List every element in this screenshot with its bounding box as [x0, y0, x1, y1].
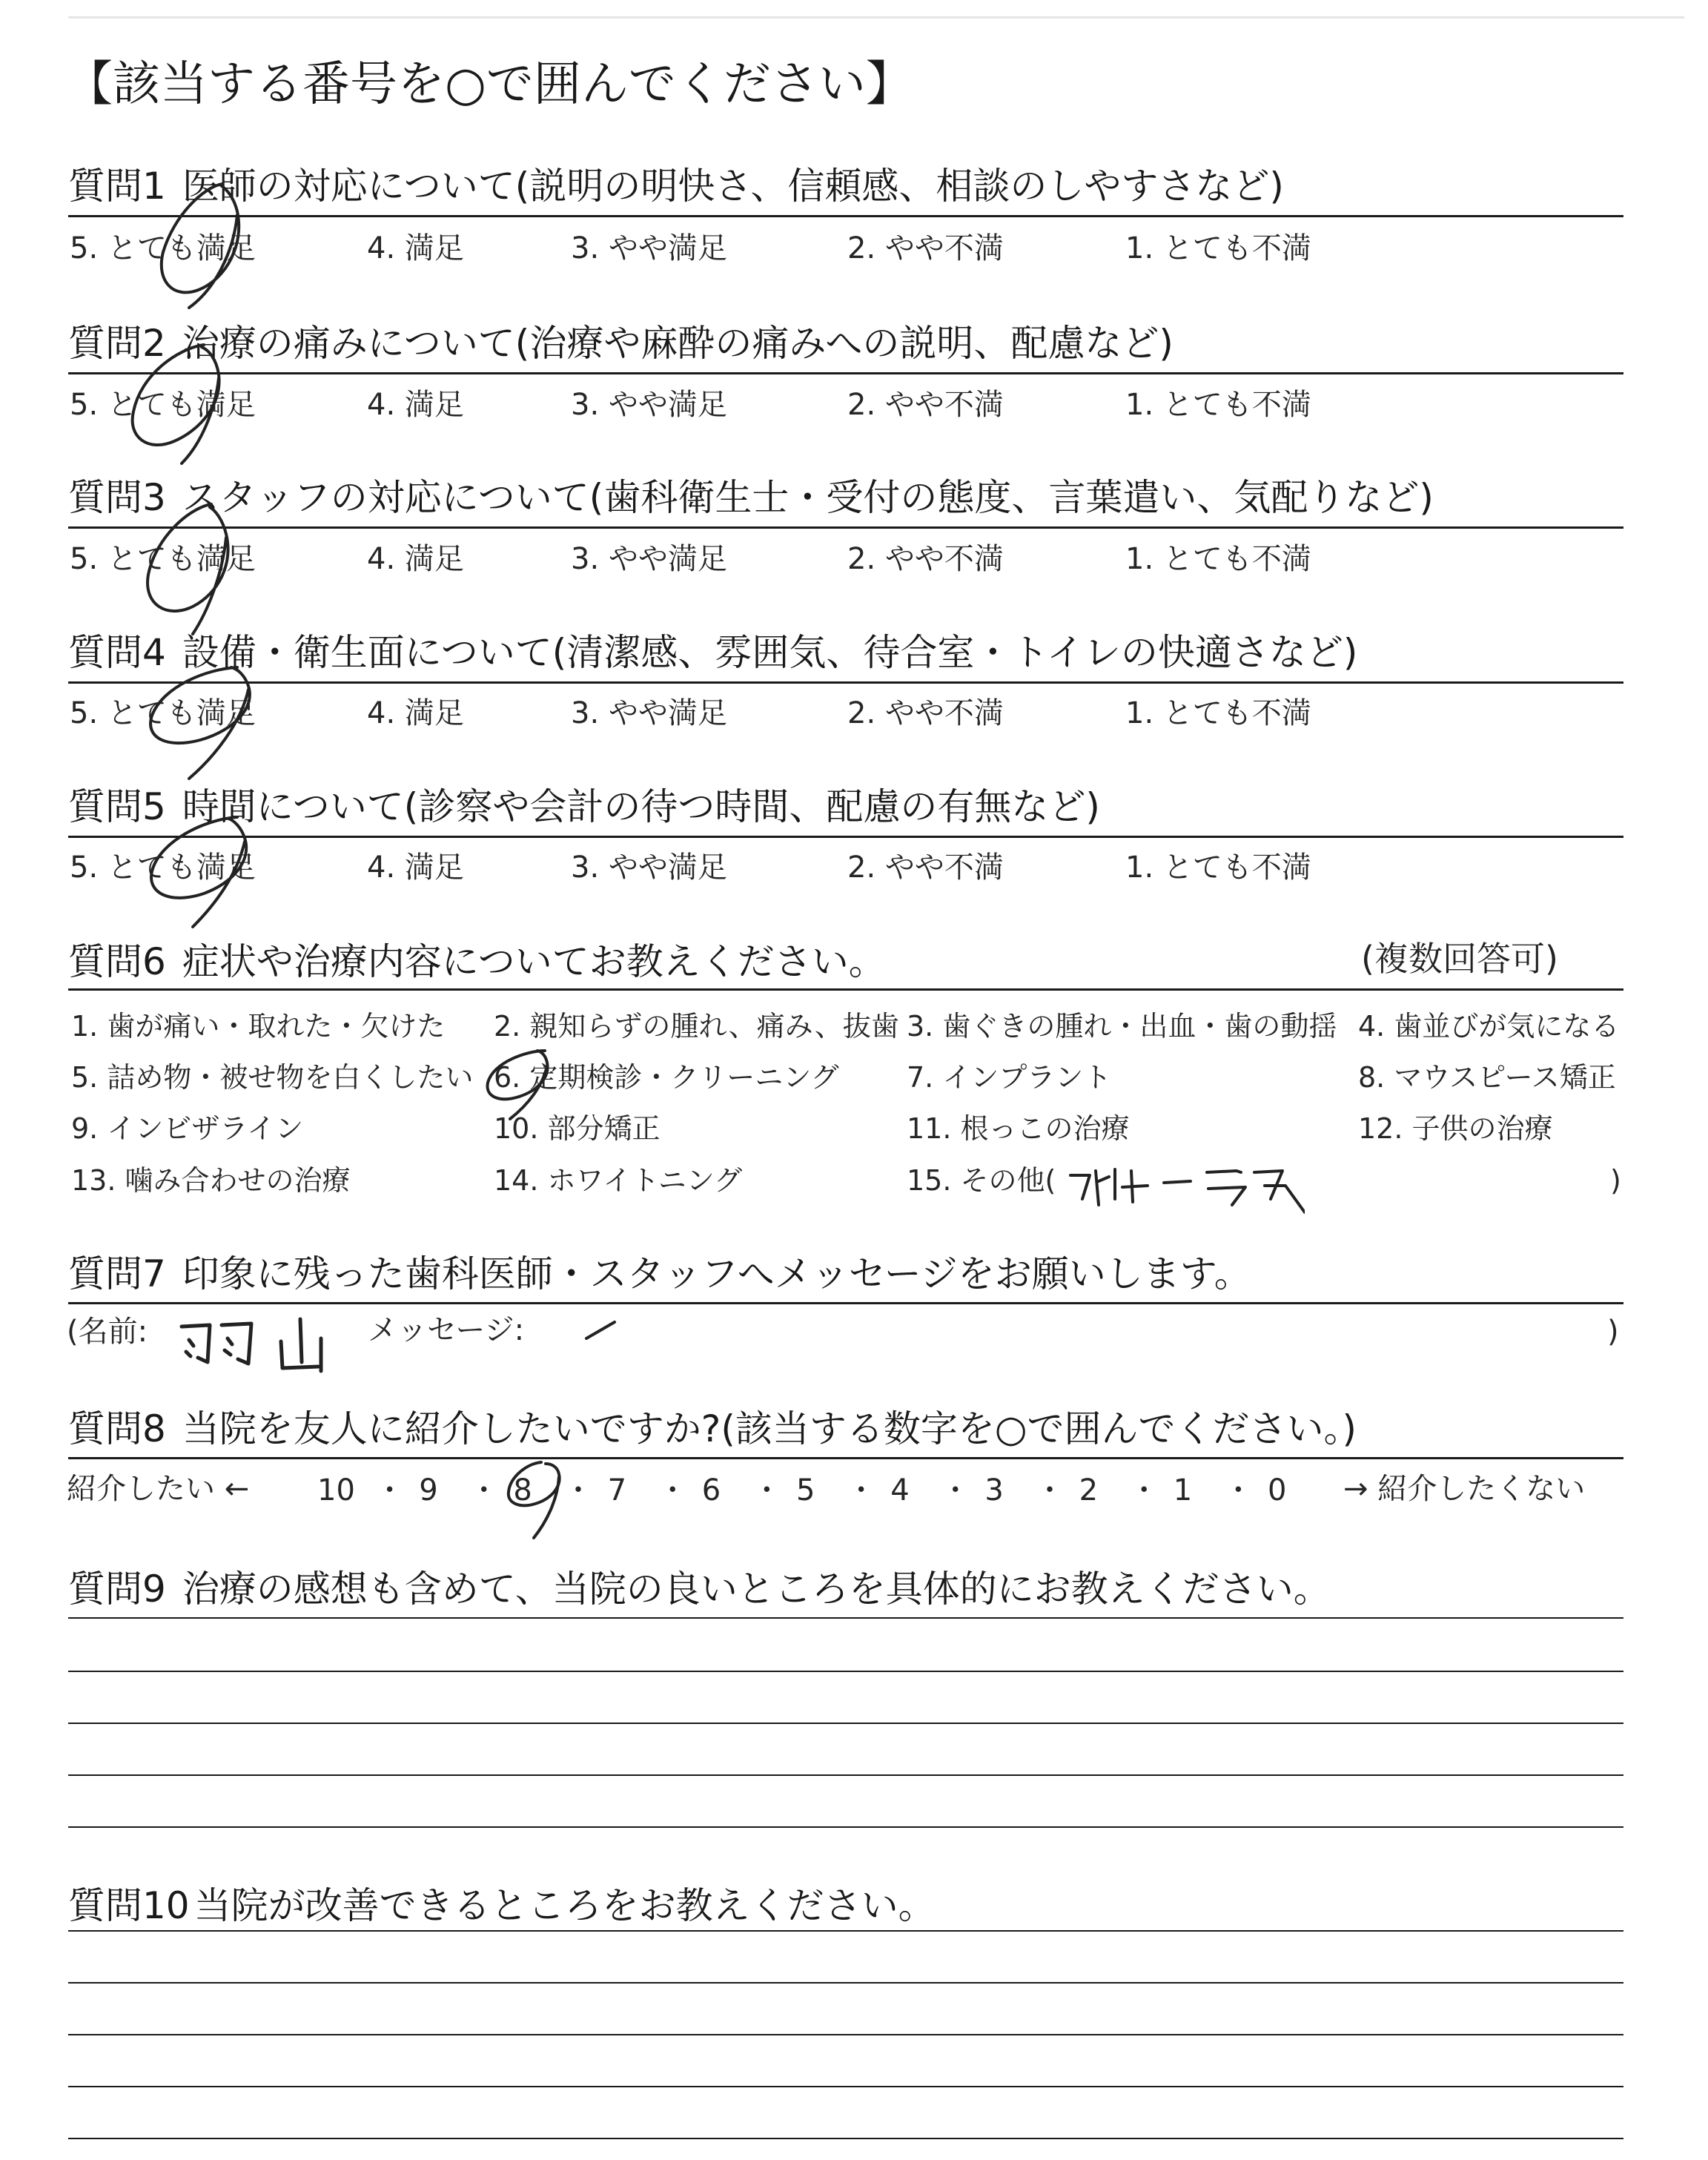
q5-text: 時間について(診察や会計の待つ時間、配慮の有無など) — [182, 785, 1100, 828]
q8-scale-option-0[interactable]: 0 — [1268, 1473, 1287, 1507]
q8-scale-separator-dot: ・ — [940, 1473, 970, 1507]
q5-rule — [68, 836, 1623, 838]
q3-option-1[interactable]: 1. とても不満 — [1125, 542, 1311, 576]
q9-writing-line[interactable] — [68, 1826, 1623, 1828]
q10-text: 当院が改善できるところをお教えください。 — [193, 1884, 936, 1927]
q8-scale-option-5[interactable]: 5 — [796, 1473, 815, 1507]
q6-number: 質問6 — [68, 940, 166, 983]
q6-option-2[interactable]: 2. 親知らずの腫れ、痛み、抜歯 — [494, 1010, 899, 1043]
q8-scale-option-2[interactable]: 2 — [1079, 1473, 1099, 1507]
q4-option-3[interactable]: 3. やや満足 — [571, 696, 727, 730]
q3-rule — [68, 526, 1623, 529]
q10-writing-line[interactable] — [68, 2086, 1623, 2087]
q9-writing-line[interactable] — [68, 1774, 1623, 1776]
q8-right-label: → 紹介したくない — [1343, 1472, 1586, 1506]
q6-option-6[interactable]: 6. 定期検診・クリーニング — [494, 1061, 839, 1094]
q4-option-4[interactable]: 4. 満足 — [367, 696, 464, 730]
q6-option-8[interactable]: 8. マウスピース矯正 — [1358, 1061, 1616, 1094]
q8-scale-option-3[interactable]: 3 — [984, 1473, 1004, 1507]
q3-option-2[interactable]: 2. やや不満 — [847, 542, 1004, 576]
q6-other-close-paren: ) — [1610, 1164, 1621, 1197]
q5-heading — [68, 785, 1100, 828]
q8-rule — [68, 1457, 1623, 1459]
q6-option-12[interactable]: 12. 子供の治療 — [1358, 1112, 1553, 1145]
q5-option-2[interactable]: 2. やや不満 — [847, 851, 1004, 885]
q7-message-dash-mark — [582, 1316, 619, 1343]
q8-scale-option-7[interactable]: 7 — [607, 1473, 627, 1507]
q6-option-14[interactable]: 14. ホワイトニング — [494, 1164, 743, 1197]
q6-rule — [68, 988, 1623, 991]
q8-left-label: 紹介したい ← — [67, 1472, 250, 1506]
q2-heading — [68, 322, 1174, 365]
q6-option-15[interactable]: 15. その他( — [907, 1164, 1056, 1197]
q8-scale-option-1[interactable]: 1 — [1173, 1473, 1193, 1507]
q4-rule — [68, 681, 1623, 684]
q1-option-2[interactable]: 2. やや不満 — [847, 231, 1004, 265]
q7-name-handwriting — [167, 1309, 352, 1383]
q1-option-4[interactable]: 4. 満足 — [367, 231, 464, 265]
q9-writing-line[interactable] — [68, 1617, 1623, 1619]
q10-writing-line[interactable] — [68, 1982, 1623, 1984]
q9-number: 質問9 — [68, 1568, 166, 1611]
q2-option-2[interactable]: 2. やや不満 — [847, 388, 1004, 422]
q1-option-5[interactable]: 5. とても満足 — [70, 231, 256, 265]
q8-scale-option-10[interactable]: 10 — [317, 1473, 355, 1507]
q6-option-5[interactable]: 5. 詰め物・被せ物を白くしたい — [71, 1061, 474, 1094]
q10-heading — [68, 1884, 936, 1927]
q8-heading — [68, 1407, 1357, 1450]
q3-option-3[interactable]: 3. やや満足 — [571, 542, 727, 576]
q4-option-1[interactable]: 1. とても不満 — [1125, 696, 1311, 730]
scan-edge — [68, 16, 1684, 19]
q8-scale-separator-dot: ・ — [752, 1473, 782, 1507]
q6-option-3[interactable]: 3. 歯ぐきの腫れ・出血・歯の動揺 — [907, 1010, 1337, 1043]
q6-option-13[interactable]: 13. 噛み合わせの治療 — [71, 1164, 351, 1197]
q7-rule — [68, 1302, 1623, 1304]
q8-scale-separator-dot: ・ — [469, 1473, 499, 1507]
q8-scale-separator-dot: ・ — [374, 1473, 405, 1507]
q6-option-10[interactable]: 10. 部分矯正 — [494, 1112, 661, 1145]
q1-option-1[interactable]: 1. とても不満 — [1125, 231, 1311, 265]
q2-rule — [68, 372, 1623, 374]
q9-text: 治療の感想も含めて、当院の良いところを具体的にお教えください。 — [182, 1568, 1331, 1611]
q3-text: スタッフの対応について(歯科衛生士・受付の態度、言葉遣い、気配りなど) — [182, 476, 1434, 519]
q4-heading — [68, 631, 1358, 674]
q8-scale-separator-dot: ・ — [1035, 1473, 1065, 1507]
q1-heading — [68, 165, 1284, 208]
q8-scale-separator-dot: ・ — [658, 1473, 688, 1507]
q4-option-2[interactable]: 2. やや不満 — [847, 696, 1004, 730]
q3-option-5[interactable]: 5. とても満足 — [70, 542, 256, 576]
q6-other-handwriting — [1060, 1153, 1305, 1220]
q2-option-5[interactable]: 5. とても満足 — [70, 388, 256, 422]
q10-writing-line[interactable] — [68, 2034, 1623, 2035]
q8-scale-option-6[interactable]: 6 — [701, 1473, 721, 1507]
q5-number: 質問5 — [68, 785, 166, 828]
q8-scale-separator-dot: ・ — [846, 1473, 876, 1507]
q9-writing-line[interactable] — [68, 1671, 1623, 1672]
form-title: 【該当する番号を○で囲んでください】 — [65, 57, 913, 112]
q8-number: 質問8 — [68, 1407, 166, 1450]
q6-text: 症状や治療内容についてお教えください。 — [182, 940, 886, 983]
q7-close-paren: ) — [1607, 1315, 1619, 1349]
q2-option-3[interactable]: 3. やや満足 — [571, 388, 727, 422]
q9-heading — [68, 1568, 1331, 1611]
q6-option-4[interactable]: 4. 歯並びが気になる — [1358, 1010, 1620, 1043]
q4-text: 設備・衛生面について(清潔感、雰囲気、待合室・トイレの快適さなど) — [182, 631, 1358, 674]
q5-option-3[interactable]: 3. やや満足 — [571, 851, 727, 885]
q3-option-4[interactable]: 4. 満足 — [367, 542, 464, 576]
q8-scale-option-8[interactable]: 8 — [513, 1473, 532, 1507]
q8-text: 当院を友人に紹介したいですか?(該当する数字を○で囲んでください。) — [182, 1407, 1357, 1450]
q1-number: 質問1 — [68, 165, 166, 208]
q6-option-9[interactable]: 9. インビザライン — [71, 1112, 304, 1145]
q2-number: 質問2 — [68, 322, 166, 365]
q10-writing-line[interactable] — [68, 1930, 1623, 1932]
q6-option-11[interactable]: 11. 根っこの治療 — [907, 1112, 1130, 1145]
q7-message-label: メッセージ: — [368, 1313, 525, 1347]
q7-name-label: (名前: — [67, 1315, 148, 1349]
q2-text: 治療の痛みについて(治療や麻酔の痛みへの説明、配慮など) — [182, 322, 1174, 365]
q1-option-3[interactable]: 3. やや満足 — [571, 231, 727, 265]
q1-rule — [68, 215, 1623, 217]
q8-scale-option-4[interactable]: 4 — [890, 1473, 910, 1507]
q2-option-4[interactable]: 4. 満足 — [367, 388, 464, 422]
q7-number: 質問7 — [68, 1252, 166, 1295]
q3-number: 質問3 — [68, 476, 166, 519]
q5-option-5[interactable]: 5. とても満足 — [70, 851, 256, 885]
q6-option-7[interactable]: 7. インプラント — [907, 1061, 1112, 1094]
q7-heading — [68, 1252, 1251, 1295]
q6-multi-answer-note: (複数回答可) — [1361, 939, 1558, 979]
q8-scale-separator-dot: ・ — [1129, 1473, 1159, 1507]
q5-option-4[interactable]: 4. 満足 — [367, 851, 464, 885]
q1-text: 医師の対応について(説明の明快さ、信頼感、相談のしやすさなど) — [182, 165, 1284, 208]
q4-number: 質問4 — [68, 631, 166, 674]
q6-heading — [68, 940, 886, 983]
q9-writing-line[interactable] — [68, 1723, 1623, 1724]
q2-option-1[interactable]: 1. とても不満 — [1125, 388, 1311, 422]
q8-scale-separator-dot: ・ — [1223, 1473, 1254, 1507]
q10-writing-line[interactable] — [68, 2138, 1623, 2139]
q3-heading — [68, 476, 1434, 519]
q8-scale-option-9[interactable]: 9 — [419, 1473, 438, 1507]
q5-option-1[interactable]: 1. とても不満 — [1125, 851, 1311, 885]
q8-scale-separator-dot: ・ — [563, 1473, 593, 1507]
q6-option-1[interactable]: 1. 歯が痛い・取れた・欠けた — [71, 1010, 446, 1043]
q7-text: 印象に残った歯科医師・スタッフへメッセージをお願いします。 — [182, 1252, 1251, 1295]
q10-number: 質問10 — [68, 1884, 190, 1927]
q4-option-5[interactable]: 5. とても満足 — [70, 696, 256, 730]
